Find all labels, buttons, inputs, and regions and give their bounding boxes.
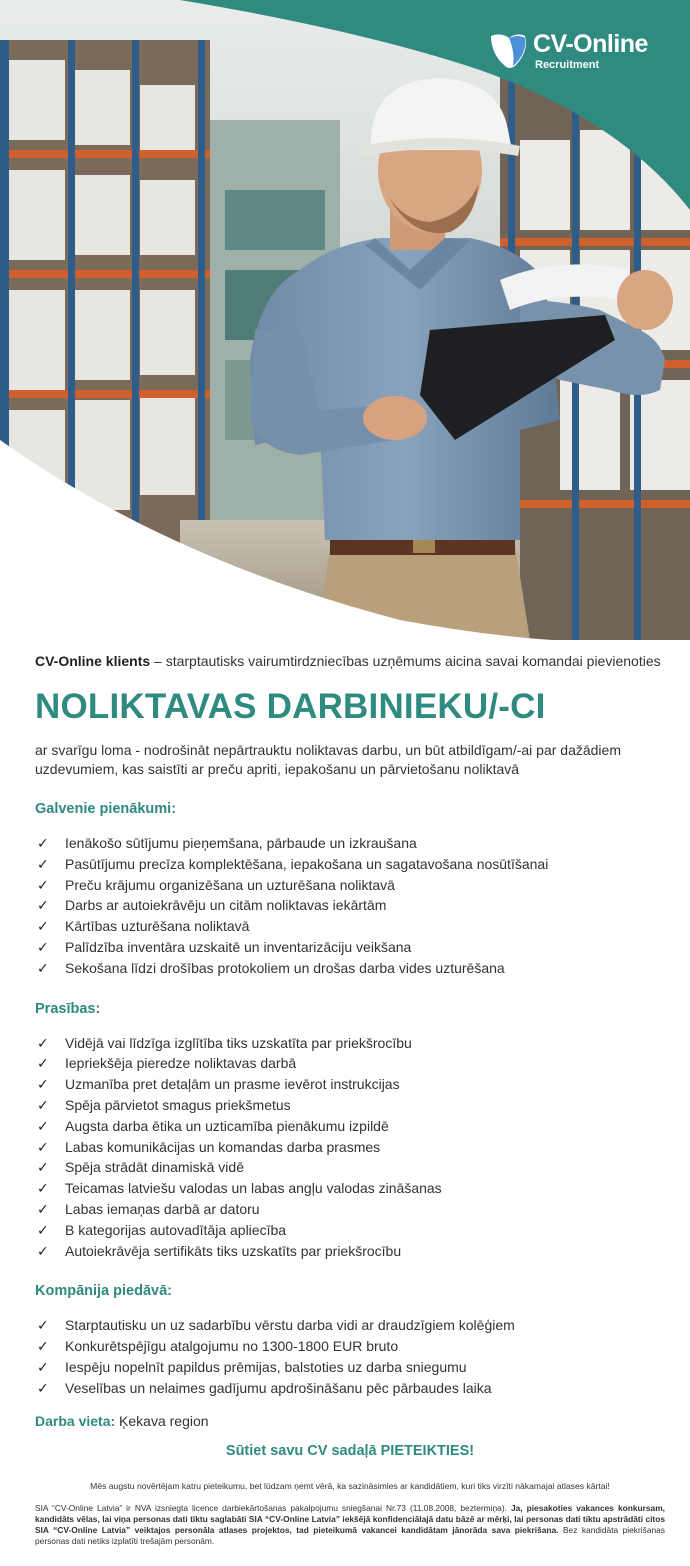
list-item	[35, 895, 665, 916]
checkmark-icon: ✓	[37, 876, 49, 893]
duties-list	[35, 833, 665, 979]
checkmark-icon: ✓	[37, 918, 49, 935]
list-item-text: Palīdzība inventāra uzskaitē un inventarizāciju veikšana	[65, 938, 412, 955]
checkmark-icon: ✓	[37, 1096, 49, 1113]
job-ad-body	[35, 652, 665, 1547]
lead-paragraph: ar svarīgu loma - nodrošināt nepārtrauktu noliktavas darbu, un būt atbildīgam/-ai par dažādiem uzdevumiem, kas saistīti ar preču apriti, iepakošanu un pārvietošanu noliktavā	[35, 742, 621, 777]
list-item-text: Iepriekšēja pieredze noliktavas darbā	[65, 1055, 297, 1072]
list-item-text: Pasūtījumu precīza komplektēšana, iepakošana un sagatavošana nosūtīšanai	[65, 855, 549, 872]
list-item-text: Starptautisku un uz sadarbību vērstu darba vidi ar draudzīgiem kolēģiem	[65, 1317, 515, 1334]
checkmark-icon: ✓	[37, 938, 49, 955]
requirements-heading: Prasības:	[35, 1000, 101, 1017]
list-item	[35, 1357, 665, 1378]
list-item-text: Spēja pārvietot smagus priekšmetus	[65, 1096, 291, 1113]
apply-call-to-action: Sūtiet savu CV sadaļā PIETEIKTIES!	[225, 1442, 475, 1459]
checkmark-icon: ✓	[37, 1317, 49, 1334]
checkmark-icon: ✓	[37, 855, 49, 872]
offer-list	[35, 1315, 665, 1398]
list-item-text: Iespēju nopelnīt papildus prēmijas, balstoties uz darba sniegumu	[65, 1358, 467, 1375]
job-title: NOLIKTAVAS DARBINIEKU/-CI	[35, 687, 546, 726]
selection-note: Mēs augstu novērtējam katru pieteikumu, bet lūdzam ņemt vērā, ka sazināsimies ar kandidātiem, kuri tiks virzīti nākamajai atlases kārtai!	[90, 1480, 610, 1491]
list-item-text: Sekošana līdzi drošības protokoliem un drošas darba vides uzturēšana	[65, 959, 505, 976]
checkmark-icon: ✓	[37, 959, 49, 976]
location-label: Darba vieta:	[35, 1412, 116, 1429]
intro-text: – starptautisks vairumtirdzniecības uzņēmums aicina savai komandai pievienoties	[150, 653, 661, 669]
checkmark-icon: ✓	[37, 1138, 49, 1155]
legal-privacy: Bez kandidāta piekrišanas personas dati netiks izplatīti trešajām personām.	[35, 1524, 665, 1546]
list-item	[35, 833, 665, 854]
list-item-text: Darbs ar autoiekrāvēju un citām noliktavas iekārtām	[65, 897, 387, 914]
list-item	[35, 916, 665, 937]
list-item	[35, 1053, 665, 1074]
list-item	[35, 854, 665, 875]
checkmark-icon: ✓	[37, 1159, 49, 1176]
list-item	[35, 1033, 665, 1054]
list-item	[35, 937, 665, 958]
checkmark-icon: ✓	[37, 1338, 49, 1355]
list-item-text: Konkurētspējīgu atalgojumu no 1300-1800 EUR bruto	[65, 1338, 399, 1355]
list-item	[35, 1157, 665, 1178]
list-item	[35, 1116, 665, 1137]
legal-licence: SIA “CV-Online Latvia” ir NVA izsniegta licence darbiekārtošanas pakalpojumu sniegšanai Nr.73 (11.08.2008, beztermiņa).	[35, 1502, 511, 1513]
hero-photo	[0, 0, 690, 640]
list-item-text: Labas komunikācijas un komandas darba prasmes	[65, 1138, 381, 1155]
checkmark-icon: ✓	[37, 1034, 49, 1051]
list-item-text: Spēja strādāt dinamiskā vidē	[65, 1159, 244, 1176]
legal-notice	[35, 1503, 665, 1547]
checkmark-icon: ✓	[37, 1379, 49, 1396]
list-item	[35, 1336, 665, 1357]
offer-heading: Kompānija piedāvā:	[35, 1283, 172, 1300]
list-item	[35, 1241, 665, 1262]
location-value: Ķekava region	[115, 1412, 209, 1429]
legal-consent: Ja, piesakoties vakances konkursam, kandidāts vēlas, lai viņa personas dati tiktu saglabāti SIA “CV-Online Latvia” iekšējā konfidenciālajā datu bāzē ar mērķi, lai personas dati tiktu apstrādāti citos SIA “CV-Online Latvia” veiktajos personāla atlases projektos, tad pieteikumā vakancei kandidātam jānorāda sava piekrišana.	[35, 1502, 665, 1535]
list-item-text: Kārtības uzturēšana noliktavā	[65, 918, 250, 935]
list-item-text: Labas iemaņas darbā ar datoru	[65, 1200, 260, 1217]
list-item-text: Preču krājumu organizēšana un uzturēšana noliktavā	[65, 876, 395, 893]
checkmark-icon: ✓	[37, 1221, 49, 1238]
work-location	[35, 1413, 665, 1429]
checkmark-icon: ✓	[37, 1055, 49, 1072]
checkmark-icon: ✓	[37, 835, 49, 851]
list-item	[35, 875, 665, 896]
list-item-text: Uzmanība pret detaļām un prasme ievērot instrukcijas	[65, 1076, 400, 1093]
list-item	[35, 1315, 665, 1336]
list-item-text: Veselības un nelaimes gadījumu apdrošināšanu pēc pārbaudes laika	[65, 1379, 492, 1396]
list-item-text: Teicamas latviešu valodas un labas angļu valodas zināšanas	[65, 1180, 442, 1197]
list-item	[35, 1137, 665, 1158]
list-item-text: Augsta darba ētika un uzticamība pienākumu izpildē	[65, 1117, 389, 1134]
checkmark-icon: ✓	[37, 1076, 49, 1093]
logo-mark-icon	[487, 30, 529, 72]
checkmark-icon: ✓	[37, 1117, 49, 1134]
checkmark-icon: ✓	[37, 897, 49, 914]
list-item-text: Autoiekrāvēja sertifikāts tiks uzskatīts par priekšrocību	[65, 1242, 402, 1259]
checkmark-icon: ✓	[37, 1200, 49, 1217]
list-item-text: B kategorijas autovadītāja apliecība	[65, 1221, 287, 1238]
hero-banner	[0, 0, 690, 640]
checkmark-icon: ✓	[37, 1180, 49, 1197]
duties-heading: Galvenie pienākumi:	[35, 801, 177, 817]
list-item	[35, 1378, 665, 1399]
list-item	[35, 1178, 665, 1199]
list-item	[35, 1095, 665, 1116]
intro-paragraph	[35, 652, 665, 671]
list-item	[35, 1199, 665, 1220]
requirements-list	[35, 1033, 665, 1262]
client-label: CV-Online klients	[35, 653, 151, 669]
list-item	[35, 958, 665, 979]
list-item	[35, 1220, 665, 1241]
checkmark-icon: ✓	[37, 1358, 49, 1375]
cv-online-logo	[487, 30, 648, 72]
list-item-text: Ienākošo sūtījumu pieņemšana, pārbaude un izkraušana	[65, 835, 417, 851]
list-item	[35, 1074, 665, 1095]
checkmark-icon: ✓	[37, 1242, 49, 1259]
logo-subtitle: Recruitment	[535, 59, 600, 71]
list-item-text: Vidējā vai līdzīga izglītība tiks uzskatīta par priekšrocību	[65, 1034, 412, 1051]
logo-name: CV-Online	[533, 30, 648, 58]
